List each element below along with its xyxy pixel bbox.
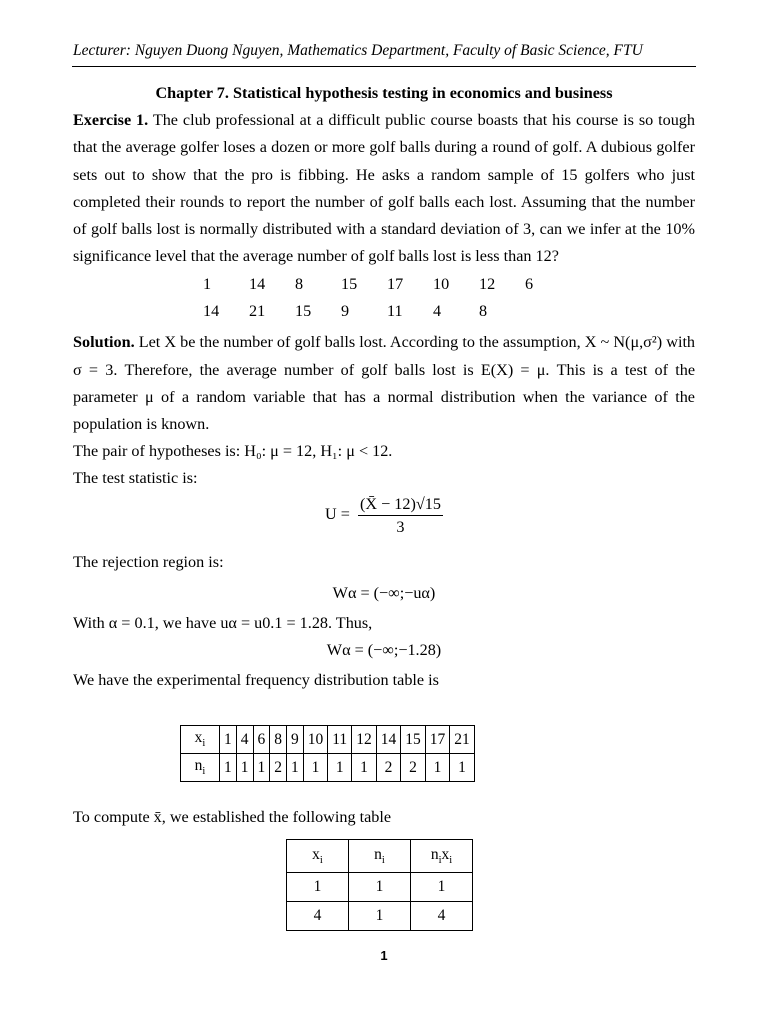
table-cell: 1	[425, 754, 450, 782]
solution-label: Solution.	[73, 333, 135, 352]
table-cell: 2	[401, 754, 426, 782]
solution-paragraph	[73, 329, 695, 438]
table-header-cell: $n_i$	[181, 754, 220, 782]
table-cell: 1	[220, 726, 237, 754]
test-stat-denominator: 3	[396, 517, 405, 536]
compute-intro: To compute x̄, we established the following table	[73, 808, 392, 826]
data-value: 21	[249, 302, 266, 321]
exercise-label: Exercise 1.	[73, 111, 149, 130]
data-value: 10	[433, 274, 450, 293]
solution-text: with	[666, 333, 696, 352]
table-cell: 6	[253, 726, 270, 754]
data-value: 12	[479, 274, 496, 293]
data-value: 6	[525, 274, 534, 293]
test-stat-lhs: U =	[325, 504, 350, 523]
rejection-region-value: Wα = (−∞;−1.28)	[326, 641, 442, 660]
frequency-table	[180, 725, 475, 782]
test-stat-numerator: (X̄ − 12)√15	[358, 493, 443, 516]
table-header-cell: $x_i$	[181, 726, 220, 754]
data-value: 15	[295, 302, 312, 321]
table-header-cell: $n_ix_i$	[411, 840, 473, 873]
data-row-2	[203, 298, 695, 326]
freq-table-intro: We have the experimental frequency distribution table is	[73, 671, 439, 690]
page-header: Lecturer: Nguyen Duong Nguyen, Mathematics Department, Faculty of Basic Science, FTU	[73, 42, 643, 59]
table-cell: 10	[303, 726, 328, 754]
hypotheses-line: The pair of hypotheses is: H₀: μ = 12, H₁: μ < 12.	[73, 442, 393, 461]
table-cell: 1	[287, 873, 349, 902]
page-number: 1	[380, 948, 388, 963]
data-value: 11	[387, 302, 403, 321]
table-cell: 21	[450, 726, 475, 754]
table-header-cell: $n_i$	[349, 840, 411, 873]
data-value: 8	[295, 274, 304, 293]
table-cell: 1	[349, 873, 411, 902]
chapter-title: Chapter 7. Statistical hypothesis testing in economics and business	[155, 84, 613, 102]
exercise-paragraph	[73, 107, 695, 270]
data-value: 9	[341, 302, 350, 321]
table-cell: 4	[236, 726, 253, 754]
table-header-cell: $x_i$	[287, 840, 349, 873]
table-cell: 1	[349, 902, 411, 931]
table-cell: 8	[270, 726, 287, 754]
table-cell: 4	[411, 902, 473, 931]
table-row	[181, 754, 475, 782]
solution-text: Let X be the number of golf balls lost. According to the assumption,	[138, 333, 581, 352]
table-cell: 1	[450, 754, 475, 782]
test-stat-intro: The test statistic is:	[73, 469, 198, 488]
data-value: 4	[433, 302, 442, 321]
table-cell: 12	[352, 726, 377, 754]
table-cell: 9	[287, 726, 304, 754]
table-cell: 1	[328, 754, 352, 782]
header-rule	[72, 66, 696, 67]
table-cell: 2	[376, 754, 401, 782]
table-row	[287, 873, 473, 902]
table-cell: 1	[303, 754, 328, 782]
rejection-intro: The rejection region is:	[73, 552, 224, 571]
sigma-formula: σ = 3	[73, 360, 114, 379]
alpha-line: With α = 0.1, we have uα = u0.1 = 1.28. Thus,	[73, 613, 373, 632]
calculation-table	[286, 839, 473, 931]
table-cell: 1	[236, 754, 253, 782]
rejection-region-formula: Wα = (−∞;−uα)	[332, 583, 436, 602]
table-cell: 1	[352, 754, 377, 782]
table-row	[287, 902, 473, 931]
data-value: 17	[387, 274, 404, 293]
data-value: 8	[479, 302, 488, 321]
table-cell: 17	[425, 726, 450, 754]
data-value: 14	[203, 302, 220, 321]
table-row	[181, 726, 475, 754]
table-cell: 15	[401, 726, 426, 754]
solution-text: . Therefore, the average number of golf balls lost is E(X) = μ. This is a test of the parameter μ of a random variable that has a normal distribution when the variance of the population is known.	[73, 360, 696, 434]
table-row	[287, 840, 473, 873]
table-cell: 4	[287, 902, 349, 931]
table-cell: 2	[270, 754, 287, 782]
table-cell: 1	[253, 754, 270, 782]
data-value: 1	[203, 274, 212, 293]
test-statistic-equation	[73, 493, 695, 549]
exercise-text: The club professional at a difficult public course boasts that his course is so tough that the average golfer loses a dozen or more golf balls during a round of golf. A dubious golfer sets out to show that the pro is fibbing. He asks a random sample of 15 golfers who just completed their rounds to report the number of golf balls each lost. Assuming that the number of golf balls lost is normally distributed with a standard deviation of 3, can we infer at the 10% significance level that the average number of golf balls lost is less than 12?	[73, 111, 695, 266]
table-cell: 1	[220, 754, 237, 782]
table-cell: 1	[287, 754, 304, 782]
test-stat-fraction	[358, 493, 443, 538]
body-text	[73, 80, 695, 694]
distribution-formula: X ~ N(μ,σ²)	[584, 333, 663, 352]
data-row-1	[203, 270, 695, 298]
data-value: 14	[249, 274, 266, 293]
table-cell: 14	[376, 726, 401, 754]
data-value: 15	[341, 274, 358, 293]
table-cell: 1	[411, 873, 473, 902]
table-cell: 11	[328, 726, 352, 754]
